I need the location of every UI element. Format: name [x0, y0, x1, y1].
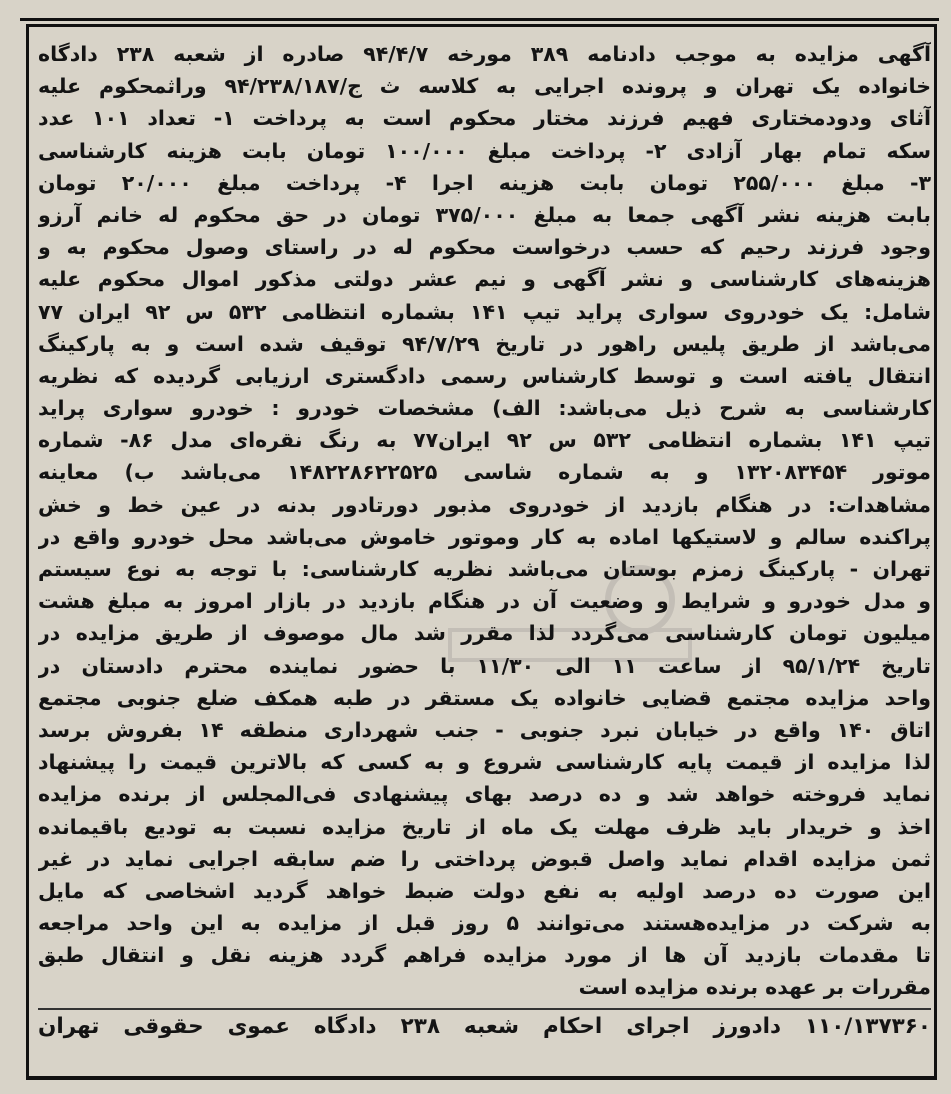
- notice-line: تیپ ۱۴۱ بشماره انتظامی ۵۳۲ س ۹۲ ایران۷۷ به رنگ نقره‌ای مدل ۸۶- شماره: [38, 428, 931, 453]
- notice-line: لذا مزایده از قیمت پایه کارشناسی شروع و به کسی که بالاترین قیمت را پیشنهاد: [38, 750, 931, 775]
- notice-line: بابت هزینه نشر آگهی جمعا به مبلغ ۳۷۵/۰۰۰ تومان در حق محکوم له خانم آرزو: [38, 202, 931, 227]
- notice-line: خانواده یک تهران و پرونده اجرایی به کلاسه ث ج/۹۴/۲۳۸/۱۸۷ وراثمحکوم علیه: [38, 74, 931, 99]
- notice-line: ۳- مبلغ ۲۵۵/۰۰۰ تومان بابت هزینه اجرا ۴- پرداخت مبلغ ۲۰/۰۰۰ تومان: [38, 170, 931, 195]
- notice-line: واحد مزایده مجتمع قضایی خانواده یک مستقر در طبه همکف ضلع جنوبی مجتمع: [38, 685, 931, 710]
- notice-line: و مدل خودرو و شرایط و وضعیت آن در هنگام بازدید در بازار امروز به مبلغ هشت: [38, 589, 931, 614]
- notice-line: ثمن مزایده اقدام نماید واصل قبوض پرداختی را ضم سابقه اجرایی نماید در غیر: [38, 846, 931, 871]
- notice-signature: ۱۱۰/۱۳۷۳۶۰ دادورز اجرای احکام شعبه ۲۳۸ دادگاه عموی حقوقی تهران: [38, 1008, 931, 1044]
- notice-line: تهران - پارکینگ زمزم بوستان می‌باشد نظریه کارشناسی: با توجه به نوع سیستم: [38, 557, 931, 581]
- top-border-rule: [20, 0, 939, 21]
- notice-line: اتاق ۱۴۰ واقع در خیابان نبرد جنوبی - جنب شهرداری منطقه ۱۴ بفروش برسد: [38, 717, 931, 742]
- notice-line: وجود فرزند رحیم که حسب درخواست محکوم له در راستای وصول محکوم به و: [38, 235, 931, 260]
- auction-notice-body: [38, 38, 931, 1044]
- notice-line: مشاهدات: در هنگام بازدید از خودروی مذبور دورتادور بدنه در عین خط و خش: [38, 492, 931, 517]
- notice-line: شامل: یک خودروی سواری پراید تیپ ۱۴۱ بشماره انتظامی ۵۳۲ س ۹۲ ایران ۷۷: [38, 299, 931, 324]
- notice-line: نماید فروخته خواهد شد و ده درصد بهای پیشنهادی فی‌المجلس از برنده مزایده: [38, 782, 931, 807]
- notice-line: انتقال یافته است و توسط کارشناس رسمی دادگستری ارزیابی گردیده که نظریه: [38, 363, 931, 388]
- notice-line: موتور ۱۳۲۰۸۳۴۵۴ و به شماره شاسی ۱۴۸۲۲۸۶۲۲۵۲۵ می‌باشد ب) معاینه: [38, 460, 931, 485]
- notice-line: به شرکت در مزایده‌هستند می‌توانند ۵ روز قبل از مزایده به این واحد مراجعه: [38, 911, 931, 936]
- notice-line: آثای ودودمختاری فهیم فرزند مختار محکوم است به پرداخت ۱- تعداد ۱۰۱ عدد: [38, 106, 931, 131]
- notice-line: هزینه‌های کارشناسی و نشر آگهی و نیم عشر دولتی مذکور اموال محکوم علیه: [38, 267, 931, 292]
- notice-line: این صورت ده درصد اولیه به نفع دولت ضبط خواهد گردید اشخاصی که مایل: [38, 878, 931, 903]
- notice-line: پراکنده سالم و لاستیکها اماده به کار وموتور خاموش می‌باشد محل خودرو واقع در: [38, 524, 931, 549]
- notice-line: میلیون تومان کارشناسی می‌گردد لذا مقرر شد مال موصوف از طریق مزایده در: [38, 621, 931, 646]
- notice-line: سکه تمام بهار آزادی ۲- پرداخت مبلغ ۱۰۰/۰۰۰ تومان بابت هزینه کارشناسی: [38, 138, 931, 163]
- notice-line: اخذ و خریدار باید ظرف مهلت یک ماه از تاریخ مزایده نسبت به تودیع باقیمانده: [38, 814, 931, 839]
- notice-line: تا مقدمات بازدید آن ها از مورد مزایده فراهم گردد هزینه نقل و انتقال طبق: [38, 943, 931, 968]
- notice-line: مقررات بر عهده برنده مزایده است: [578, 975, 931, 1000]
- notice-line: کارشناسی به شرح ذیل می‌باشد: الف) مشخصات خودرو : خودرو سواری پراید: [38, 396, 931, 421]
- notice-line: آگهی مزایده به موجب دادنامه ۳۸۹ مورخه ۹۴/۴/۷ صادره از شعبه ۲۳۸ دادگاه: [38, 42, 931, 66]
- notice-line: تاریخ ۹۵/۱/۲۴ از ساعت ۱۱ الی ۱۱/۳۰ با حضور نماینده محترم دادستان در: [38, 653, 931, 678]
- notice-line: می‌باشد از طریق پلیس راهور در تاریخ ۹۴/۷/۲۹ توقیف شده است و به پارکینگ: [38, 331, 931, 356]
